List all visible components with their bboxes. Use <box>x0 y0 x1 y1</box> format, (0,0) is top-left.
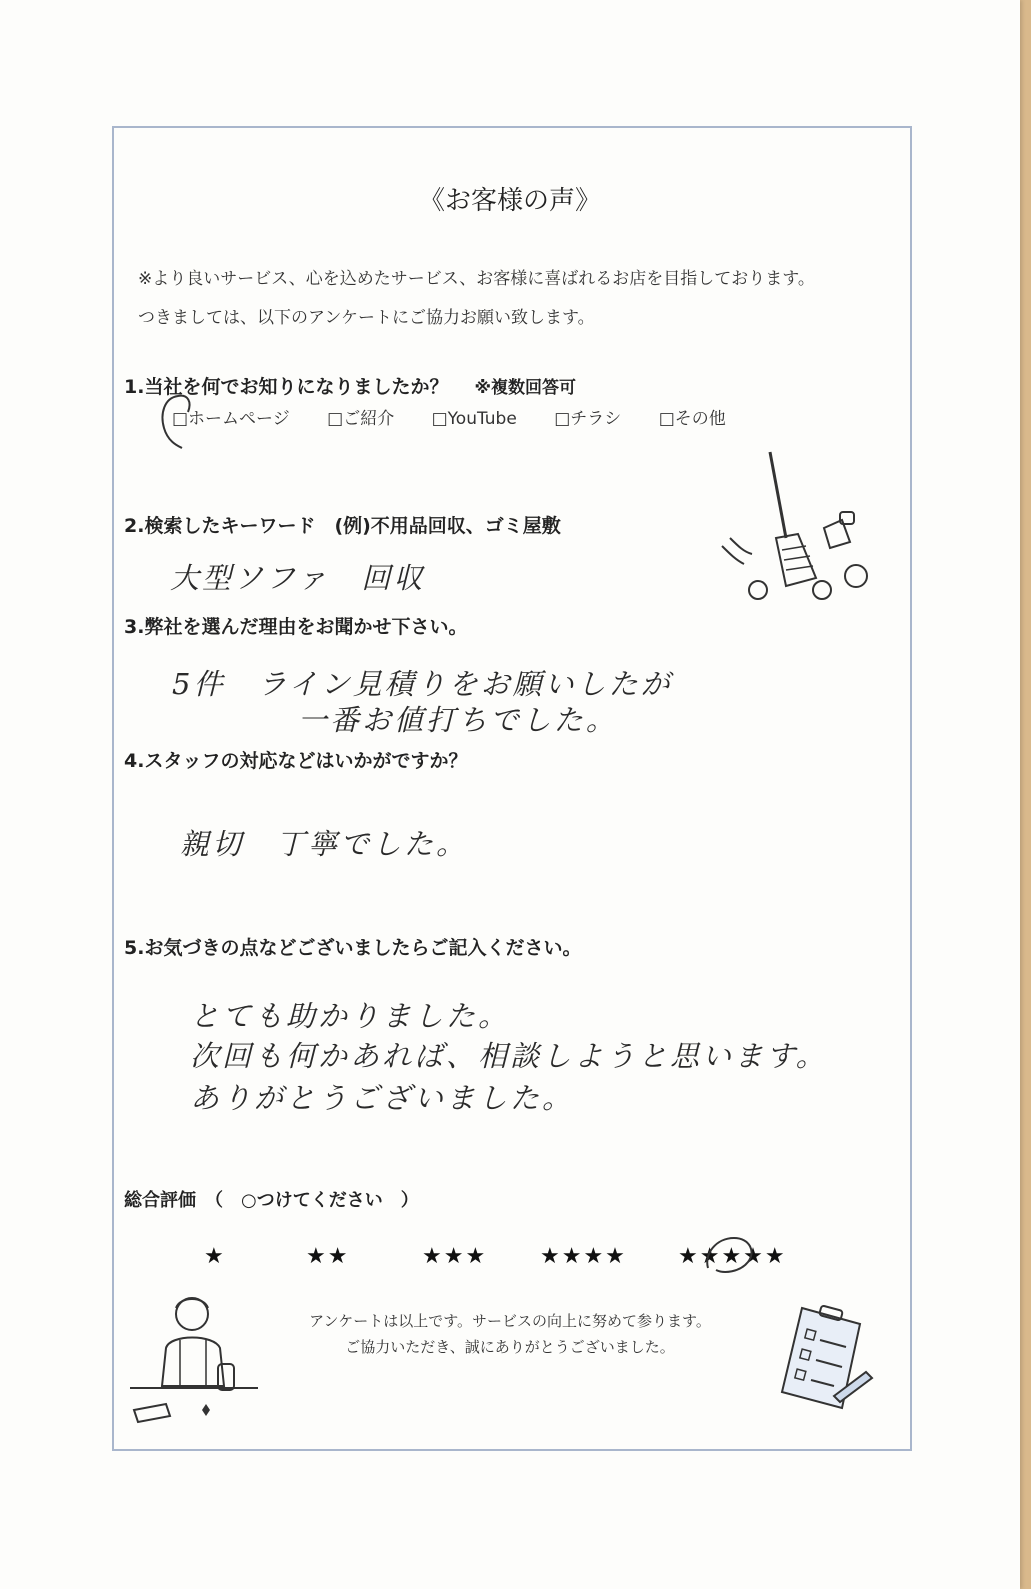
rating-option-5[interactable]: ★★★★★ <box>678 1244 787 1269</box>
option-referral[interactable]: □ご紹介 <box>327 409 395 429</box>
question-1-label: 1.当社を何でお知りになりましたか？ <box>124 376 449 398</box>
question-5-answer-line-1: とても助かりました。 <box>190 999 511 1033</box>
rating-option-3[interactable]: ★★★ <box>422 1244 488 1269</box>
question-3-label: 3.弊社を選んだ理由をお聞かせ下さい。 <box>124 616 468 638</box>
rating-option-1[interactable]: ★ <box>204 1244 226 1269</box>
question-5-answer-line-2: 次回も何かあれば、相談しようと思います。 <box>190 1039 828 1073</box>
question-4-label: 4.スタッフの対応などはいかがですか？ <box>124 750 468 772</box>
question-4-answer: 親切 丁寧でした。 <box>180 827 469 861</box>
closing-line-2: ご協力いただき、誠にありがとうございました。 <box>345 1338 675 1356</box>
option-other[interactable]: □その他 <box>658 409 726 429</box>
question-5-answer-line-3: ありがとうございました。 <box>190 1081 575 1115</box>
selected-check-mark <box>158 390 198 452</box>
question-5-label: 5.お気づきの点などございましたらご記入ください。 <box>124 937 582 959</box>
rating-option-2[interactable]: ★★ <box>306 1244 350 1269</box>
question-2-answer: 大型ソファ 回収 <box>170 561 426 595</box>
rating-option-4[interactable]: ★★★★ <box>540 1244 627 1269</box>
option-flyer[interactable]: □チラシ <box>554 409 622 429</box>
question-2-label: 2.検索したキーワード (例)不用品回収、ゴミ屋敷 <box>124 515 561 537</box>
page-title: 《お客様の声》 <box>418 186 601 216</box>
rating-selection-circle <box>700 1232 760 1278</box>
clipboard-icon <box>776 1300 876 1416</box>
broom-icon <box>716 446 886 606</box>
cleaning-person-illustration <box>126 1292 266 1432</box>
question-1-options <box>172 404 758 429</box>
intro-line-1: ※より良いサービス、心を込めたサービス、お客様に喜ばれるお店を目指しております。 <box>138 269 815 289</box>
question-3-answer-line-1: 5件 ライン見積りをお願いしたが <box>172 667 673 701</box>
option-homepage[interactable]: □ホームページ <box>172 409 290 429</box>
closing-line-1: アンケートは以上です。サービスの向上に努めて参ります。 <box>309 1312 711 1330</box>
overall-rating-label: 総合評価 （ ○つけてください ） <box>124 1190 419 1211</box>
question-3-answer-line-2: 一番お値打ちでした。 <box>298 703 618 737</box>
intro-line-2: つきましては、以下のアンケートにご協力お願い致します。 <box>138 308 595 328</box>
option-youtube[interactable]: □YouTube <box>431 409 517 429</box>
question-1-note: ※複数回答可 <box>474 378 576 398</box>
